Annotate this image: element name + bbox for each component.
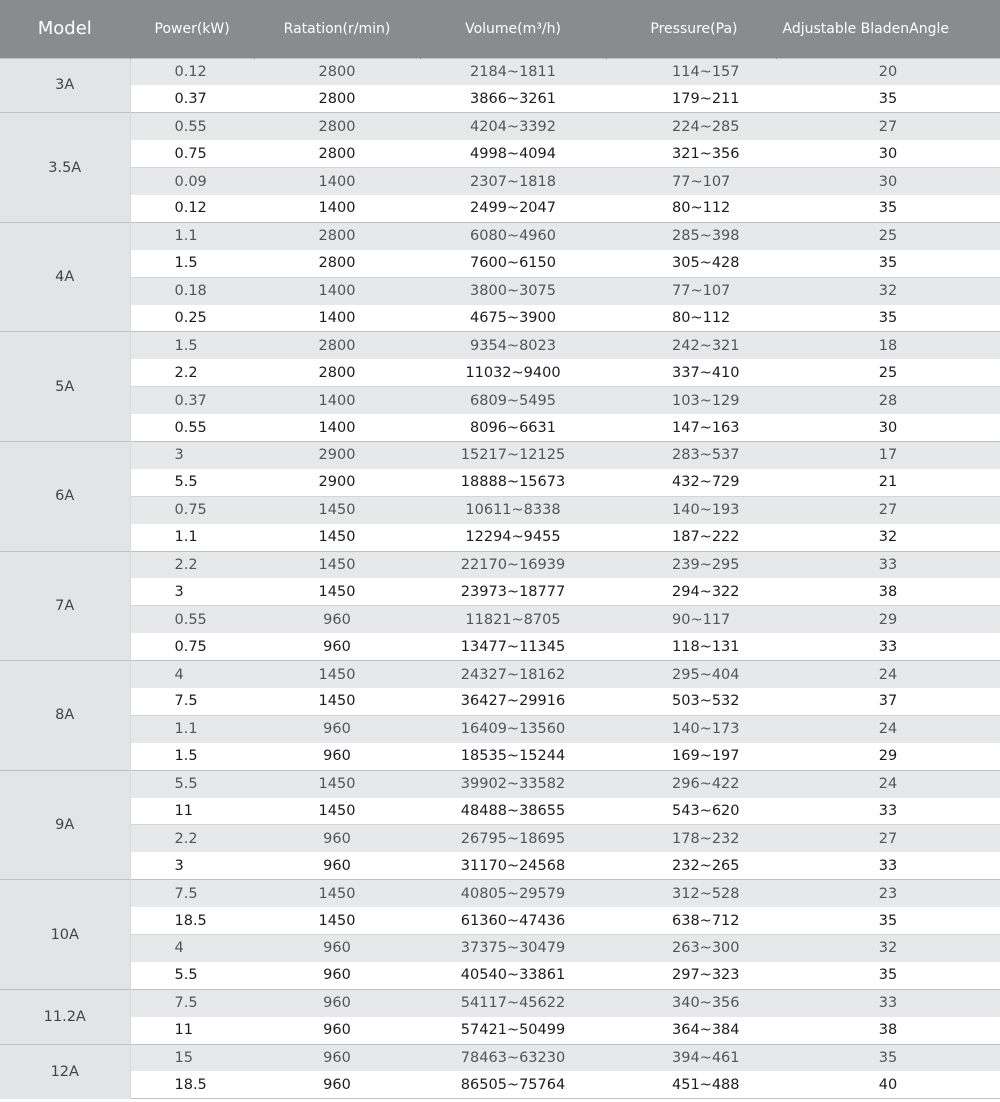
cell-pressure: 242~321 xyxy=(606,332,776,359)
cell-pressure: 312~528 xyxy=(606,880,776,907)
cell-power: 5.5 xyxy=(130,469,254,496)
cell-angle: 32 xyxy=(776,524,1000,551)
table-row xyxy=(0,58,1000,85)
cell-angle: 27 xyxy=(776,825,1000,852)
table-row xyxy=(0,414,1000,441)
cell-power: 5.5 xyxy=(130,962,254,989)
cell-pressure: 638~712 xyxy=(606,907,776,934)
table-row xyxy=(0,168,1000,195)
table-row xyxy=(0,441,1000,468)
cell-angle: 18 xyxy=(776,332,1000,359)
model-cell: 3.5A xyxy=(0,113,130,223)
table-row xyxy=(0,989,1000,1016)
cell-volume: 57421~50499 xyxy=(420,1017,606,1044)
model-cell: 7A xyxy=(0,551,130,661)
table-row xyxy=(0,852,1000,879)
cell-pressure: 543~620 xyxy=(606,798,776,825)
cell-volume: 16409~13560 xyxy=(420,715,606,742)
cell-angle: 27 xyxy=(776,496,1000,523)
cell-angle: 24 xyxy=(776,661,1000,688)
table-row xyxy=(0,715,1000,742)
cell-rotation: 1450 xyxy=(254,688,420,715)
cell-pressure: 503~532 xyxy=(606,688,776,715)
cell-pressure: 305~428 xyxy=(606,250,776,277)
cell-power: 1.5 xyxy=(130,250,254,277)
cell-pressure: 451~488 xyxy=(606,1071,776,1098)
cell-power: 1.5 xyxy=(130,332,254,359)
table-row xyxy=(0,1044,1000,1071)
cell-volume: 18535~15244 xyxy=(420,743,606,770)
table-body xyxy=(0,58,1000,1099)
cell-pressure: 114~157 xyxy=(606,58,776,85)
cell-volume: 36427~29916 xyxy=(420,688,606,715)
cell-rotation: 960 xyxy=(254,1071,420,1098)
cell-angle: 35 xyxy=(776,907,1000,934)
cell-angle: 33 xyxy=(776,798,1000,825)
cell-power: 0.75 xyxy=(130,496,254,523)
cell-pressure: 283~537 xyxy=(606,441,776,468)
table-row xyxy=(0,1071,1000,1098)
cell-angle: 28 xyxy=(776,387,1000,414)
cell-rotation: 1450 xyxy=(254,770,420,797)
cell-rotation: 1400 xyxy=(254,414,420,441)
cell-pressure: 77~107 xyxy=(606,168,776,195)
table-row xyxy=(0,578,1000,605)
cell-volume: 10611~8338 xyxy=(420,496,606,523)
table-row xyxy=(0,469,1000,496)
cell-pressure: 285~398 xyxy=(606,222,776,249)
cell-angle: 33 xyxy=(776,633,1000,660)
cell-power: 4 xyxy=(130,661,254,688)
table-row xyxy=(0,1017,1000,1044)
cell-rotation: 1450 xyxy=(254,551,420,578)
cell-power: 18.5 xyxy=(130,1071,254,1098)
cell-rotation: 2800 xyxy=(254,85,420,112)
cell-power: 0.55 xyxy=(130,113,254,140)
cell-pressure: 321~356 xyxy=(606,140,776,167)
cell-rotation: 1450 xyxy=(254,578,420,605)
cell-rotation: 2900 xyxy=(254,441,420,468)
cell-volume: 6809~5495 xyxy=(420,387,606,414)
cell-power: 11 xyxy=(130,1017,254,1044)
cell-rotation: 1400 xyxy=(254,277,420,304)
header-row xyxy=(0,0,1000,58)
cell-pressure: 340~356 xyxy=(606,989,776,1016)
cell-pressure: 90~117 xyxy=(606,606,776,633)
cell-angle: 17 xyxy=(776,441,1000,468)
model-cell: 3A xyxy=(0,58,130,113)
cell-volume: 2184~1811 xyxy=(420,58,606,85)
cell-pressure: 364~384 xyxy=(606,1017,776,1044)
cell-rotation: 2800 xyxy=(254,332,420,359)
table-row xyxy=(0,524,1000,551)
cell-volume: 11032~9400 xyxy=(420,359,606,386)
cell-volume: 8096~6631 xyxy=(420,414,606,441)
cell-angle: 40 xyxy=(776,1071,1000,1098)
cell-angle: 23 xyxy=(776,880,1000,907)
cell-pressure: 103~129 xyxy=(606,387,776,414)
cell-power: 1.1 xyxy=(130,524,254,551)
cell-pressure: 140~173 xyxy=(606,715,776,742)
cell-power: 7.5 xyxy=(130,688,254,715)
cell-power: 18.5 xyxy=(130,907,254,934)
cell-rotation: 960 xyxy=(254,606,420,633)
cell-rotation: 960 xyxy=(254,743,420,770)
cell-pressure: 147~163 xyxy=(606,414,776,441)
table-row xyxy=(0,825,1000,852)
cell-rotation: 960 xyxy=(254,962,420,989)
table-row xyxy=(0,222,1000,249)
cell-power: 0.18 xyxy=(130,277,254,304)
cell-volume: 23973~18777 xyxy=(420,578,606,605)
model-cell: 5A xyxy=(0,332,130,442)
cell-pressure: 179~211 xyxy=(606,85,776,112)
cell-angle: 37 xyxy=(776,688,1000,715)
cell-rotation: 1450 xyxy=(254,496,420,523)
cell-rotation: 960 xyxy=(254,935,420,962)
cell-volume: 11821~8705 xyxy=(420,606,606,633)
table-row xyxy=(0,332,1000,359)
table-row xyxy=(0,606,1000,633)
cell-pressure: 263~300 xyxy=(606,935,776,962)
cell-angle: 33 xyxy=(776,551,1000,578)
cell-rotation: 1450 xyxy=(254,880,420,907)
cell-power: 3 xyxy=(130,441,254,468)
cell-power: 4 xyxy=(130,935,254,962)
cell-rotation: 2900 xyxy=(254,469,420,496)
cell-volume: 18888~15673 xyxy=(420,469,606,496)
cell-rotation: 960 xyxy=(254,852,420,879)
cell-volume: 48488~38655 xyxy=(420,798,606,825)
cell-volume: 3800~3075 xyxy=(420,277,606,304)
cell-power: 1.1 xyxy=(130,222,254,249)
table-row xyxy=(0,935,1000,962)
model-cell: 6A xyxy=(0,441,130,551)
cell-angle: 33 xyxy=(776,989,1000,1016)
cell-angle: 32 xyxy=(776,277,1000,304)
cell-pressure: 432~729 xyxy=(606,469,776,496)
cell-volume: 4998~4094 xyxy=(420,140,606,167)
cell-power: 0.09 xyxy=(130,168,254,195)
table-row xyxy=(0,305,1000,332)
cell-pressure: 295~404 xyxy=(606,661,776,688)
cell-pressure: 337~410 xyxy=(606,359,776,386)
cell-power: 0.12 xyxy=(130,58,254,85)
cell-power: 3 xyxy=(130,852,254,879)
cell-volume: 4204~3392 xyxy=(420,113,606,140)
cell-volume: 26795~18695 xyxy=(420,825,606,852)
model-cell: 12A xyxy=(0,1044,130,1099)
cell-rotation: 1400 xyxy=(254,195,420,222)
cell-rotation: 960 xyxy=(254,1017,420,1044)
cell-power: 0.25 xyxy=(130,305,254,332)
cell-angle: 35 xyxy=(776,250,1000,277)
cell-power: 1.1 xyxy=(130,715,254,742)
cell-power: 2.2 xyxy=(130,551,254,578)
cell-volume: 7600~6150 xyxy=(420,250,606,277)
cell-angle: 35 xyxy=(776,305,1000,332)
cell-volume: 4675~3900 xyxy=(420,305,606,332)
cell-power: 0.12 xyxy=(130,195,254,222)
cell-volume: 78463~63230 xyxy=(420,1044,606,1071)
cell-angle: 30 xyxy=(776,168,1000,195)
table-row xyxy=(0,277,1000,304)
cell-volume: 13477~11345 xyxy=(420,633,606,660)
table-row xyxy=(0,113,1000,140)
cell-pressure: 187~222 xyxy=(606,524,776,551)
model-cell: 8A xyxy=(0,661,130,771)
cell-volume: 9354~8023 xyxy=(420,332,606,359)
cell-rotation: 1450 xyxy=(254,524,420,551)
cell-angle: 30 xyxy=(776,414,1000,441)
cell-rotation: 1400 xyxy=(254,387,420,414)
header-rotation: Ratation(r/min) xyxy=(254,0,420,58)
cell-angle: 29 xyxy=(776,743,1000,770)
cell-power: 0.55 xyxy=(130,414,254,441)
cell-rotation: 960 xyxy=(254,989,420,1016)
table-row xyxy=(0,880,1000,907)
cell-rotation: 1400 xyxy=(254,168,420,195)
cell-pressure: 169~197 xyxy=(606,743,776,770)
cell-power: 0.37 xyxy=(130,85,254,112)
cell-rotation: 2800 xyxy=(254,222,420,249)
cell-angle: 38 xyxy=(776,578,1000,605)
table-row xyxy=(0,633,1000,660)
model-cell: 10A xyxy=(0,880,130,990)
cell-power: 0.37 xyxy=(130,387,254,414)
cell-pressure: 178~232 xyxy=(606,825,776,852)
cell-angle: 35 xyxy=(776,962,1000,989)
cell-rotation: 960 xyxy=(254,825,420,852)
cell-rotation: 1450 xyxy=(254,798,420,825)
cell-angle: 30 xyxy=(776,140,1000,167)
table-header xyxy=(0,0,1000,58)
cell-volume: 40805~29579 xyxy=(420,880,606,907)
cell-volume: 6080~4960 xyxy=(420,222,606,249)
table-row xyxy=(0,387,1000,414)
cell-angle: 38 xyxy=(776,1017,1000,1044)
cell-power: 7.5 xyxy=(130,989,254,1016)
cell-volume: 12294~9455 xyxy=(420,524,606,551)
cell-volume: 3866~3261 xyxy=(420,85,606,112)
header-volume: Volume(m³/h) xyxy=(420,0,606,58)
table-row xyxy=(0,140,1000,167)
table-row xyxy=(0,551,1000,578)
cell-volume: 54117~45622 xyxy=(420,989,606,1016)
model-cell: 11.2A xyxy=(0,989,130,1044)
cell-pressure: 77~107 xyxy=(606,277,776,304)
cell-angle: 35 xyxy=(776,85,1000,112)
cell-volume: 40540~33861 xyxy=(420,962,606,989)
cell-angle: 35 xyxy=(776,1044,1000,1071)
cell-volume: 37375~30479 xyxy=(420,935,606,962)
cell-angle: 24 xyxy=(776,715,1000,742)
cell-rotation: 1450 xyxy=(254,907,420,934)
table-row xyxy=(0,688,1000,715)
table-row xyxy=(0,359,1000,386)
table-row xyxy=(0,85,1000,112)
cell-rotation: 2800 xyxy=(254,140,420,167)
cell-angle: 33 xyxy=(776,852,1000,879)
cell-volume: 2307~1818 xyxy=(420,168,606,195)
table-row xyxy=(0,661,1000,688)
cell-angle: 35 xyxy=(776,195,1000,222)
cell-pressure: 294~322 xyxy=(606,578,776,605)
header-power: Power(kW) xyxy=(130,0,254,58)
cell-volume: 31170~24568 xyxy=(420,852,606,879)
cell-pressure: 239~295 xyxy=(606,551,776,578)
cell-angle: 25 xyxy=(776,222,1000,249)
table-row xyxy=(0,962,1000,989)
cell-rotation: 960 xyxy=(254,633,420,660)
cell-volume: 24327~18162 xyxy=(420,661,606,688)
cell-volume: 61360~47436 xyxy=(420,907,606,934)
model-cell: 9A xyxy=(0,770,130,880)
cell-power: 11 xyxy=(130,798,254,825)
cell-volume: 39902~33582 xyxy=(420,770,606,797)
table-row xyxy=(0,496,1000,523)
cell-angle: 27 xyxy=(776,113,1000,140)
cell-power: 5.5 xyxy=(130,770,254,797)
cell-rotation: 960 xyxy=(254,715,420,742)
cell-rotation: 1450 xyxy=(254,661,420,688)
cell-pressure: 224~285 xyxy=(606,113,776,140)
cell-pressure: 296~422 xyxy=(606,770,776,797)
cell-pressure: 297~323 xyxy=(606,962,776,989)
cell-volume: 2499~2047 xyxy=(420,195,606,222)
cell-pressure: 232~265 xyxy=(606,852,776,879)
cell-power: 1.5 xyxy=(130,743,254,770)
cell-rotation: 2800 xyxy=(254,113,420,140)
cell-rotation: 2800 xyxy=(254,359,420,386)
cell-angle: 20 xyxy=(776,58,1000,85)
cell-power: 0.75 xyxy=(130,633,254,660)
cell-power: 0.75 xyxy=(130,140,254,167)
table-row xyxy=(0,770,1000,797)
cell-rotation: 2800 xyxy=(254,250,420,277)
header-model: Model xyxy=(0,0,130,58)
model-cell: 4A xyxy=(0,222,130,332)
table-row xyxy=(0,250,1000,277)
cell-pressure: 394~461 xyxy=(606,1044,776,1071)
cell-angle: 29 xyxy=(776,606,1000,633)
cell-power: 3 xyxy=(130,578,254,605)
cell-rotation: 1400 xyxy=(254,305,420,332)
cell-angle: 25 xyxy=(776,359,1000,386)
cell-power: 7.5 xyxy=(130,880,254,907)
table-row xyxy=(0,195,1000,222)
cell-volume: 22170~16939 xyxy=(420,551,606,578)
cell-angle: 32 xyxy=(776,935,1000,962)
cell-power: 2.2 xyxy=(130,825,254,852)
cell-pressure: 80~112 xyxy=(606,305,776,332)
cell-rotation: 960 xyxy=(254,1044,420,1071)
cell-angle: 24 xyxy=(776,770,1000,797)
table-row xyxy=(0,907,1000,934)
cell-power: 15 xyxy=(130,1044,254,1071)
table-row xyxy=(0,743,1000,770)
cell-volume: 15217~12125 xyxy=(420,441,606,468)
cell-pressure: 80~112 xyxy=(606,195,776,222)
cell-power: 0.55 xyxy=(130,606,254,633)
cell-pressure: 118~131 xyxy=(606,633,776,660)
cell-pressure: 140~193 xyxy=(606,496,776,523)
table-row xyxy=(0,798,1000,825)
header-angle: Adjustable BladenAngle xyxy=(776,0,1000,58)
cell-angle: 21 xyxy=(776,469,1000,496)
header-pressure: Pressure(Pa) xyxy=(606,0,776,58)
cell-rotation: 2800 xyxy=(254,58,420,85)
cell-volume: 86505~75764 xyxy=(420,1071,606,1098)
cell-power: 2.2 xyxy=(130,359,254,386)
